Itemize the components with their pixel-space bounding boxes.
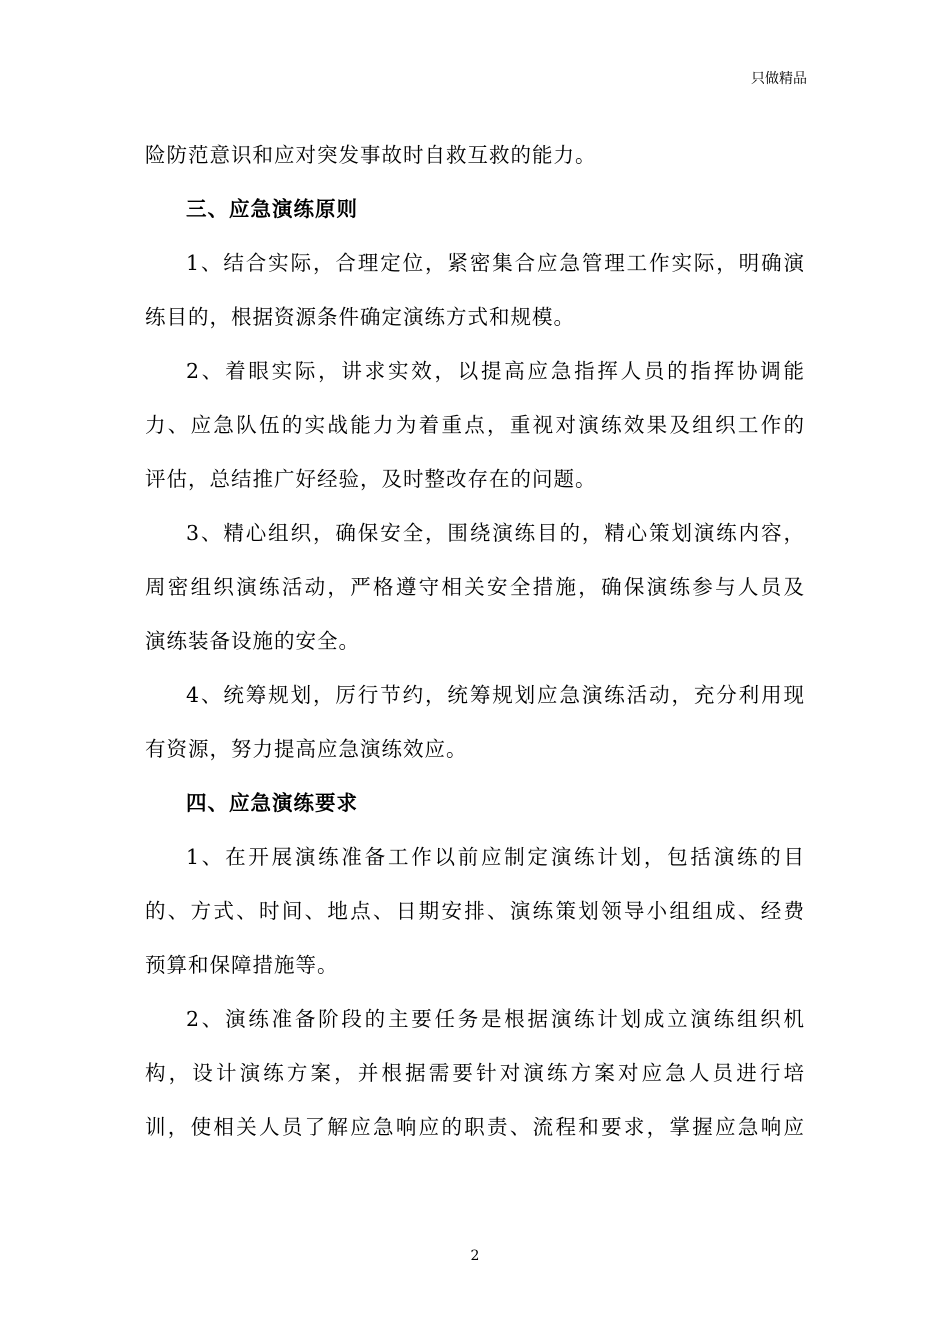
page-number: 2 — [470, 1248, 480, 1264]
paragraph-line: 的、方式、时间、地点、日期安排、演练策划领导小组组成、经费 — [145, 899, 805, 923]
paragraph-line: 险防范意识和应对突发事故时自救互救的能力。 — [145, 143, 597, 167]
paragraph-line: 4、统筹规划，厉行节约，统筹规划应急演练活动，充分利用现 — [186, 683, 805, 707]
paragraph-line: 3、精心组织，确保安全，围绕演练目的，精心策划演练内容， — [186, 521, 805, 545]
paragraph-line: 演练装备设施的安全。 — [145, 629, 360, 653]
paragraph-line: 2、演练准备阶段的主要任务是根据演练计划成立演练组织机 — [186, 1007, 805, 1031]
paragraph-line: 力、应急队伍的实战能力为着重点，重视对演练效果及组织工作的 — [145, 413, 805, 437]
paragraph-line: 周密组织演练活动，严格遵守相关安全措施，确保演练参与人员及 — [145, 575, 805, 599]
paragraph-line: 预算和保障措施等。 — [145, 953, 339, 977]
paragraph-line: 有资源，努力提高应急演练效应。 — [145, 737, 468, 761]
paragraph-line: 评估，总结推广好经验，及时整改存在的问题。 — [145, 467, 597, 491]
paragraph-line: 练目的，根据资源条件确定演练方式和规模。 — [145, 305, 575, 329]
section-heading: 四、应急演练要求 — [186, 791, 358, 815]
paragraph-line: 1、结合实际，合理定位，紧密集合应急管理工作实际，明确演 — [186, 251, 805, 275]
paragraph-line: 构，设计演练方案，并根据需要针对演练方案对应急人员进行培 — [145, 1061, 805, 1085]
paragraph-line: 1、在开展演练准备工作以前应制定演练计划，包括演练的目 — [186, 845, 805, 869]
section-heading: 三、应急演练原则 — [186, 197, 358, 221]
page-header: 只做精品 — [751, 71, 807, 87]
paragraph-line: 训，使相关人员了解应急响应的职责、流程和要求，掌握应急响应 — [145, 1115, 805, 1139]
paragraph-line: 2、着眼实际，讲求实效，以提高应急指挥人员的指挥协调能 — [186, 359, 805, 383]
document-body — [145, 128, 805, 1154]
